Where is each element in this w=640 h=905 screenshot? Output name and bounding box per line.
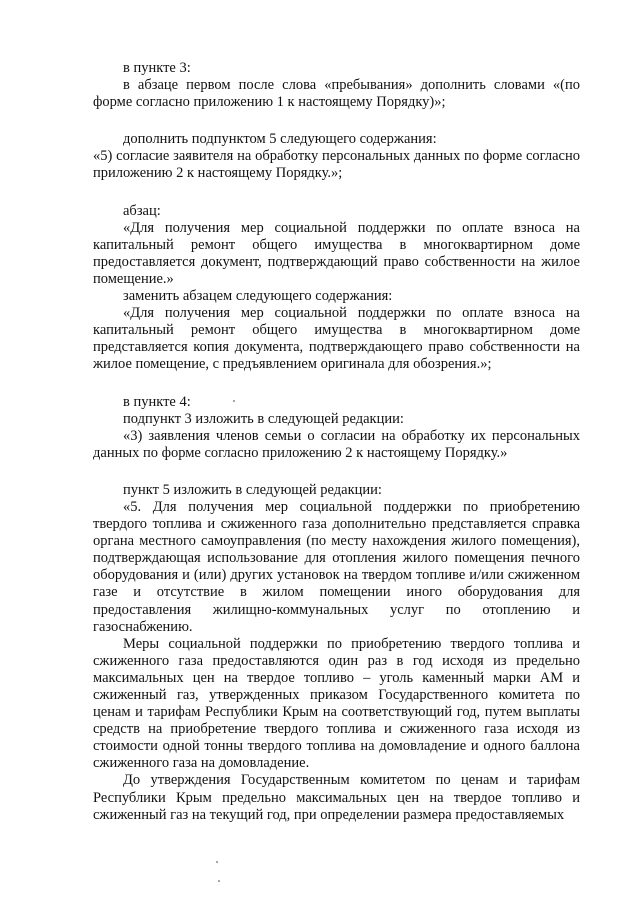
paragraph: «Для получения мер социальной поддержки по оплате взноса на капитальный ремонт общего имущества в многоквартирном доме предоставляется документ, подтверждающий право собственности на жилое помещение.» <box>93 219 580 287</box>
paragraph: «Для получения мер социальной поддержки по оплате взноса на капитальный ремонт общего имущества в многоквартирном доме представляется копия документа, подтверждающего право собственности на жилое помещение, с предъявлением оригинала для обозрения.»; <box>93 305 580 373</box>
paragraph: абзац: <box>123 202 161 219</box>
paragraph: подпункт 3 изложить в следующей редакции: <box>123 410 404 427</box>
document-section <box>93 203 580 374</box>
document-section <box>93 131 580 182</box>
scan-speck <box>233 400 235 402</box>
paragraph: До утверждения Государственным комитетом по ценам и тарифам Республики Крым предельно максимальных цен на твердое топливо и сжиженный газ на текущий год, при определении размера предоставляемых <box>93 772 580 823</box>
paragraph: Меры социальной поддержки по приобретению твердого топлива и сжиженного газа предоставляются один раз в год исходя из предельно максимальных цен на твердое топливо – уголь каменный марки АМ и сжиженный газ, утвержденных приказом Государственного комитета по ценам и тарифам Республики Крым на соответствующий год, путем выплаты средств на приобретение твердого топлива и сжиженного газа исходя из стоимости одной тонны твердого топлива на домовладение и одного баллона сжиженного газа на домовладение. <box>93 635 580 772</box>
document-section <box>93 482 580 824</box>
paragraph: пункт 5 изложить в следующей редакции: <box>123 481 382 498</box>
document-section <box>93 60 580 111</box>
document-body <box>93 60 580 824</box>
document-section <box>93 394 580 462</box>
paragraph: в абзаце первом после слова «пребывания» дополнить словами «(по форме согласно приложению 1 к настоящему Порядку)»; <box>93 77 580 111</box>
paragraph: «5) согласие заявителя на обработку персональных данных по форме согласно приложению 2 к настоящему Порядку.»; <box>93 148 580 182</box>
scan-speck <box>218 880 220 882</box>
paragraph: заменить абзацем следующего содержания: <box>123 288 393 305</box>
scan-speck <box>216 861 218 863</box>
paragraph: дополнить подпунктом 5 следующего содержания: <box>123 131 437 148</box>
paragraph: в пункте 3: <box>123 60 191 76</box>
paragraph: «3) заявления членов семьи о согласии на обработку их персональных данных по форме согласно приложению 2 к настоящему Порядку.» <box>93 427 580 461</box>
paragraph: «5. Для получения мер социальной поддержки по приобретению твердого топлива и сжиженного газа дополнительно представляется справка органа местного самоуправления (по месту нахождения жилого помещения), подтверждающая использование для отопления жилого помещения печного оборудования и (или) других установок на твердом топливе и/или сжиженном газе и отсутствие в жилом помещении иного оборудования для предоставления жилищно-коммунальных услуг по отоплению и газоснабжению. <box>93 498 580 635</box>
paragraph: в пункте 4: <box>123 393 191 410</box>
